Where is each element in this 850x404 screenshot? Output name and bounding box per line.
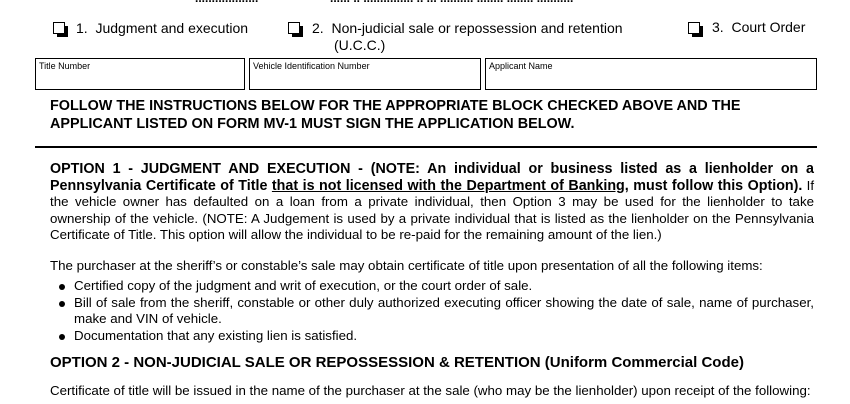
option-3-text: Court Order (731, 19, 806, 35)
option-1-paragraph (50, 161, 814, 244)
option-2-text: Non-judicial sale or repossession and retention (331, 20, 623, 36)
option-1-body: If the vehicle owner has defaulted on a loan from a private individual, then Option 3 may be used for the lienholder to take ownership of the vehicle. (NOTE: A Judgement is used by a private individual that is listed as the lienholder on the Pennsylvania Certificate of Title. This option will allow the individual to be re-paid for the remaining amount of the lien.) (50, 177, 815, 242)
option-2-number: 2. (312, 20, 324, 36)
header-fragment-right (330, 0, 573, 5)
list-item: Documentation that any existing lien is satisfied. (58, 328, 814, 345)
option-3-number: 3. (712, 19, 724, 35)
option-3-label (712, 19, 805, 36)
option-1-number: 1. (76, 20, 88, 36)
header-fragment-left (195, 0, 258, 5)
option-2-text-line2: (U.C.C.) (334, 37, 386, 53)
option-1-requirements-list (58, 278, 814, 344)
applicant-name-label: Applicant Name (489, 61, 553, 71)
checkbox-court-order[interactable] (688, 22, 700, 34)
option-1-heading-end: , must follow this Option). (624, 177, 803, 194)
option-1-heading-underlined: that is not licensed with the Department of Banking (271, 177, 625, 194)
list-item: Bill of sale from the sheriff, constable or other duly authorized executing officer showing the date of sale, name of purchaser, make and VIN of vehicle. (58, 295, 814, 328)
option-2-body: Certificate of title will be issued in the name of the purchaser at the sale (who may be the lienholder) upon receipt of the following: (50, 383, 811, 398)
title-number-field[interactable] (35, 58, 245, 90)
checkbox-non-judicial[interactable] (288, 22, 300, 34)
option-1-text: Judgment and execution (95, 20, 249, 36)
option-1-heading: OPTION 1 - JUDGMENT AND EXECUTION - (NOTE: An individual or business listed as a lienholder on a Pennsylvania Certificate of Title (50, 161, 814, 194)
title-number-label: Title Number (39, 61, 91, 71)
instruction-text: FOLLOW THE INSTRUCTIONS BELOW FOR THE APPROPRIATE BLOCK CHECKED ABOVE AND THE APPLICANT LISTED ON FORM MV-1 MUST SIGN THE APPLICATION BELOW. (50, 98, 741, 132)
option-2-heading: OPTION 2 - NON-JUDICIAL SALE OR REPOSSESSION & RETENTION (Uniform Commercial Code) (50, 354, 744, 371)
vin-field[interactable] (249, 58, 481, 90)
vin-label: Vehicle Identification Number (253, 61, 370, 71)
section-divider (35, 146, 817, 148)
list-item: Certified copy of the judgment and writ of execution, or the court order of sale. (58, 278, 814, 295)
option-1-label (76, 20, 248, 37)
applicant-name-field[interactable] (485, 58, 817, 90)
option-2-label (312, 20, 623, 54)
option-1-intro: The purchaser at the sheriff’s or constable’s sale may obtain certificate of title upon presentation of all the following items: (50, 258, 763, 273)
checkbox-judgment[interactable] (53, 22, 65, 34)
